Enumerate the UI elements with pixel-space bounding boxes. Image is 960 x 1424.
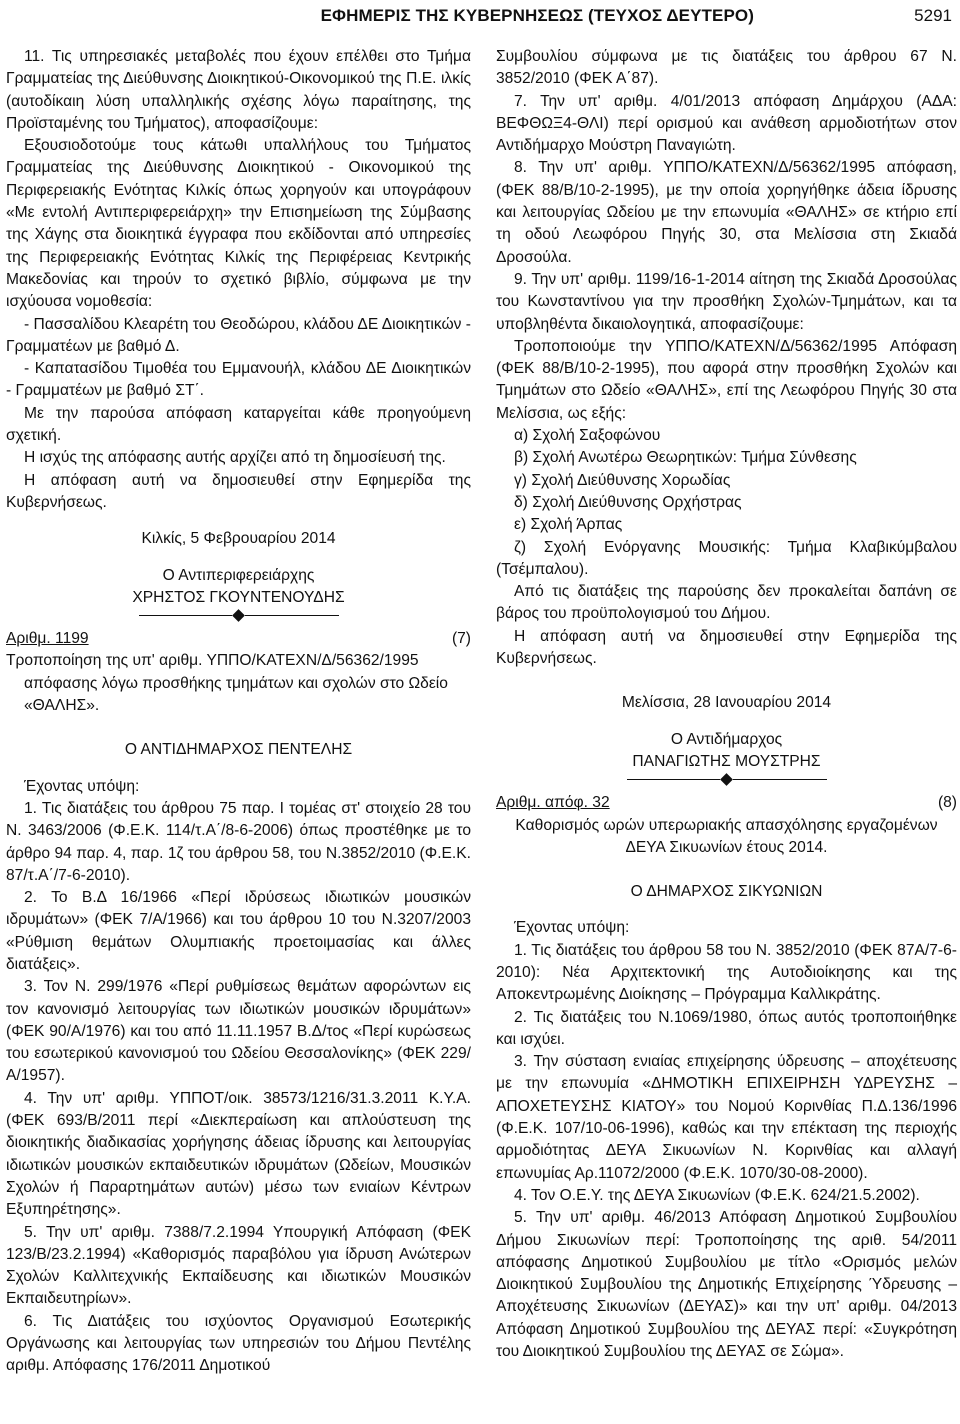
left-column [6, 46, 471, 1378]
paragraph: Η απόφαση αυτή να δημοσιευθεί στην Εφημερίδα της Κυβερνήσεως. [496, 627, 957, 668]
paragraph: 1. Τις διατάξεις του άρθρου 75 παρ. Ι τομέας στ' στοιχείο 28 του Ν. 3463/2006 (Φ.Ε.Κ. 114/τ.Α΄/8-6-2006) όπως προστέθηκε με το άρθρο 94 παρ. 4, παρ. 1ζ του άρθρου 58, του Ν.3852/2010 (Φ.Ε.Κ. 87/τ.Α΄/7-6-2010). [6, 799, 471, 884]
considering-heading: Έχοντας υπόψη: [514, 919, 630, 937]
decision-subject: Τροποποίηση της υπ' αριθμ. ΥΠΠΟ/ΚΑΤΕΧΝ/Δ/56362/1995 [6, 652, 419, 670]
paragraph: 6. Τις Διατάξεις του ισχύοντος Οργανισμού Εσωτερικής Οργάνωσης και λειτουργίας των υπηρεσιών του Δήμου Πεντέλης αριθμ. Απόφασης 176/2011 Δημοτικού [6, 1312, 471, 1375]
signature-role: Ο Αντιπεριφερειάρχης [162, 566, 315, 584]
decision-subject: Καθορισμός ωρών υπερωριακής απασχόλησης εργαζομένων ΔΕΥΑ Σικυωνίων έτους 2014. [515, 816, 938, 856]
signature-place-date: Μελίσσια, 28 Ιανουαρίου 2014 [621, 694, 832, 712]
diamond-icon [232, 609, 245, 622]
gazette-title: ΕΦΗΜΕΡΙΣ ΤΗΣ ΚΥΒΕΡΝΗΣΕΩΣ (ΤΕΥΧΟΣ ΔΕΥΤΕΡΟ) [320, 6, 754, 25]
paragraph: 11. Τις υπηρεσιακές μεταβολές που έχουν επέλθει στο Τμήμα Γραμματείας της Διεύθυνσης Διοικητικού-Οικονομικού της Π.Ε. ιλκίς (αυτοδίκαιη λύση υπαλληλικής σχέσης λόγω παραίτησης, της Προϊσταμένης του Τμήματος), αποφασίζουμε: [6, 48, 471, 132]
considering-heading: Έχοντας υπόψη: [24, 777, 140, 795]
issuing-authority: Ο ΑΝΤΙΔΗΜΑΡΧΟΣ ΠΕΝΤΕΛΗΣ [124, 741, 353, 759]
paragraph: - Πασσαλίδου Κλεαρέτη του Θεοδώρου, κλάδου ΔΕ Διοικητικών - Γραμματέων με βαθμό Δ. [6, 315, 471, 355]
paragraph: 8. Την υπ' αριθμ. ΥΠΠΟ/ΚΑΤΕΧΝ/Δ/56362/1995 απόφαση, (ΦΕΚ 88/Β/10-2-1995), με την οποία χορηγήθηκε άδεια ίδρυσης και λειτουργίας Ωδείου με την επωνυμία «ΘΑΛΗΣ» σε κτήριο επί τη οδού Λεωφόρου Πηγής 30, στα Μελίσσια στη Σκιαδά Δροσούλα. [496, 159, 957, 266]
issuing-authority: Ο ΔΗΜΑΡΧΟΣ ΣΙΚΥΩΝΙΩΝ [630, 883, 823, 901]
signature-place-date: Κιλκίς, 5 Φεβρουαρίου 2014 [141, 530, 336, 548]
list-item: δ) Σχολή Διεύθυνσης Ορχήστρας [514, 493, 742, 511]
decision-subject: απόφασης λόγω προσθήκης τμημάτων και σχολών στο Ωδείο «ΘΑΛΗΣ». [24, 674, 448, 715]
paragraph: Από τις διατάξεις της παρούσης δεν προκαλείται δαπάνη σε βάρος του προϋπολογισμού του Δήμου. [496, 583, 957, 623]
decision-index: (7) [451, 630, 471, 648]
signature-role: Ο Αντιδήμαρχος [670, 730, 783, 748]
decision-heading [496, 792, 957, 814]
list-item: γ) Σχολή Διεύθυνσης Χορωδίας [514, 471, 731, 489]
signature-name: ΧΡΗΣΤΟΣ ΓΚΟΥΝΤΕΝΟΥΔΗΣ [132, 588, 345, 606]
paragraph: Τροποποιούμε την ΥΠΠΟ/ΚΑΤΕΧΝ/Δ/56362/1995 Απόφαση (ΦΕΚ 88/Β/10-2-1995), που αφορά στην προσθήκη Σχολών και Τμημάτων στο Ωδείο «ΘΑΛΗΣ», επί της Λεωφόρου Πηγής 30 στα Μελίσσια, ως εξής: [496, 337, 957, 422]
list-item: α) Σχολή Σαξοφώνου [514, 427, 661, 445]
paragraph: Η απόφαση αυτή να δημοσιευθεί στην Εφημερίδα της Κυβερνήσεως. [6, 471, 471, 511]
paragraph: 7. Την υπ' αριθμ. 4/01/2013 απόφαση Δημάρχου (ΑΔΑ: ΒΕΦΘΩΞ4-ΘΛΙ) περί ορισμού και ανάθεση αρμοδιοτήτων στον Αντιδήμαρχο Μούστρη Παναγιώτη. [496, 92, 957, 155]
page-header [0, 6, 960, 30]
section-separator [627, 775, 827, 784]
paragraph: 4. Τον Ο.Ε.Υ. της ΔΕΥΑ Σικυωνίων (Φ.Ε.Κ. 624/21.5.2002). [514, 1186, 920, 1204]
paragraph: 4. Την υπ' αριθμ. ΥΠΠΟΤ/οικ. 38573/1216/31.3.2011 Κ.Υ.Α. (ΦΕΚ 693/Β/2011 περί «Διεκπεραίωση και απλούστευση της διοικητικής διαδικασίας χορήγησης άδειας ίδρυσης και λειτουργίας ιδιωτικών μουσικών εκπαιδευτικών ιδρυμάτων (Ωδείων, Μουσικών Σχολών ή Παραρτημάτων αυτών) μέσω των ενιαίων Κέντρων Εξυπηρέτησης». [6, 1089, 471, 1219]
list-item: ε) Σχολή Άρπας [514, 516, 623, 534]
paragraph: 5. Την υπ' αριθμ. 46/2013 Απόφαση Δημοτικού Συμβουλίου Δήμου Σικυωνίων περί: Τροποποίησης της αριθ. 54/2011 απόφασης Δημοτικού Συμβουλίου με τίτλο «Ορισμός μελών Διοικητικού Συμβουλίου της Δημοτικής Επιχείρησης Ύδρευσης – Αποχέτευσης Σικυωνίων (ΔΕΥΑΣ)» και την υπ' αριθμ. 04/2013 Απόφαση Δημοτικού Συμβουλίου της ΔΕΥΑΣ περί: «Συγκρότηση του Διοικητικού Συμβουλίου της ΔΕΥΑΣ σε Σώμα». [496, 1209, 957, 1361]
list-item: β) Σχολή Ανωτέρω Θεωρητικών: Τμήμα Σύνθεσης [514, 449, 857, 467]
paragraph: 3. Τον Ν. 299/1976 «Περί ρυθμίσεως θεμάτων αφορώντων εις τον κανονισμό λειτουργίας των ιδιωτικών μουσικών ιδρυμάτων» (ΦΕΚ 90/Α/1976) και του από 11.11.1957 Β.Δ/τος «Περί κυρώσεως του εσωτερικού κανονισμού του Ωδείου Θεσσαλονίκης» (ΦΕΚ 229/Α/1957). [6, 978, 471, 1085]
decision-number: Αριθμ. 1199 [6, 630, 89, 648]
paragraph: Συμβουλίου σύμφωνα με τις διατάξεις του άρθρου 67 Ν. 3852/2010 (ΦΕΚ Α΄87). [496, 48, 957, 88]
list-item: ζ) Σχολή Ενόργανης Μουσικής: Τμήμα Κλαβικύμβαλου (Τσέμπαλου). [496, 538, 957, 578]
decision-index: (8) [937, 794, 957, 812]
section-separator [139, 611, 339, 620]
paragraph: 2. Τις διατάξεις του Ν.1069/1980, όπως αυτός τροποποιήθηκε και ισχύει. [496, 1008, 957, 1048]
page-number: 5291 [914, 6, 952, 25]
paragraph: 9. Την υπ' αριθμ. 1199/16-1-2014 αίτηση της Σκιαδά Δροσούλας του Κωνσταντίνου για την προσθήκη Σχολών-Τμημάτων, και τα υποβληθέντα δικαιολογητικά, αποφασίζουμε: [496, 270, 957, 333]
paragraph: - Καπατασίδου Τιμοθέα του Εμμανουήλ, κλάδου ΔΕ Διοικητικών - Γραμματέων με βαθμό ΣΤ΄. [6, 360, 471, 400]
paragraph: Με την παρούσα απόφαση καταργείται κάθε προηγούμενη σχετική. [6, 404, 471, 445]
paragraph: 2. Το Β.Δ 16/1966 «Περί ιδρύσεως ιδιωτικών μουσικών ιδρυμάτων» (ΦΕΚ 7/Α/1966) και του άρθρου 10 του Ν.3207/2003 «Ρύθμιση θεμάτων Ολυμπιακής προετοιμασίας και άλλες διατάξεις». [6, 889, 471, 973]
diamond-icon [720, 773, 733, 786]
signature-name: ΠΑΝΑΓΙΩΤΗΣ ΜΟΥΣΤΡΗΣ [632, 752, 821, 770]
decision-heading [6, 628, 471, 650]
paragraph: 3. Την σύσταση ενιαίας επιχείρησης ύδρευσης – αποχέτευσης με την επωνυμία «ΔΗΜΟΤΙΚΗ ΕΠΙΧΕΙΡΗΣΗ ΥΔΡΕΥΣΗΣ – ΑΠΟΧΕΤΕΥΣΗΣ ΚΙΑΤΟΥ» του Νομού Κορινθίας Π.Δ.136/1996 (Φ.Ε.Κ. 107/10-06-1996), καθώς και την επέκταση της περιοχής αρμοδιότητας ΔΕΥΑ Σικυωνίων Ν. Κορινθίας και αλλαγή επωνυμίας Αρ.11072/2000 (Φ.Ε.Κ. 1070/30-08-2000). [496, 1053, 957, 1182]
paragraph: Εξουσιοδοτούμε τους κάτωθι υπαλλήλους του Τμήματος Γραμματείας της Διεύθυνσης Διοικητικού - Οικονομικού της Περιφερειακής Ενότητας Κιλκίς όπως χορηγούν και υπογράφουν «Με εντολή Αντιπεριφερειάρχη» την Επισημείωση της Σύμβασης της Χάγης στα διοικητικά έγγραφα που εκδίδονται από υπηρεσίες της Περιφερειακής Ενότητας Κιλκίς της Περιφέρειας Κεντρικής Μακεδονίας και τηρούν το σχετικό βιβλίο, σύμφωνα με την ισχύουσα νομοθεσία: [6, 137, 471, 311]
paragraph: Η ισχύς της απόφασης αυτής αρχίζει από τη δημοσίευσή της. [24, 449, 446, 467]
paragraph: 5. Την υπ' αριθμ. 7388/7.2.1994 Υπουργική Απόφαση (ΦΕΚ 123/Β/23.2.1994) «Καθορισμός παραβόλου για ίδρυση Ανώτερων Σχολών Καλλιτεχνικής Εκπαίδευσης και ιδιωτικών Μουσικών Εκπαιδευτηρίων». [6, 1223, 471, 1308]
paragraph: 1. Τις διατάξεις του άρθρου 58 του Ν. 3852/2010 (ΦΕΚ 87Α/7-6-2010): Νέα Αρχιτεκτονική της Αυτοδιοίκησης και της Αποκεντρωμένης Διοίκησης – Πρόγραμμα Καλλικράτης. [496, 941, 957, 1004]
decision-number: Αριθμ. απόφ. 32 [496, 794, 610, 812]
right-column [496, 46, 957, 1363]
